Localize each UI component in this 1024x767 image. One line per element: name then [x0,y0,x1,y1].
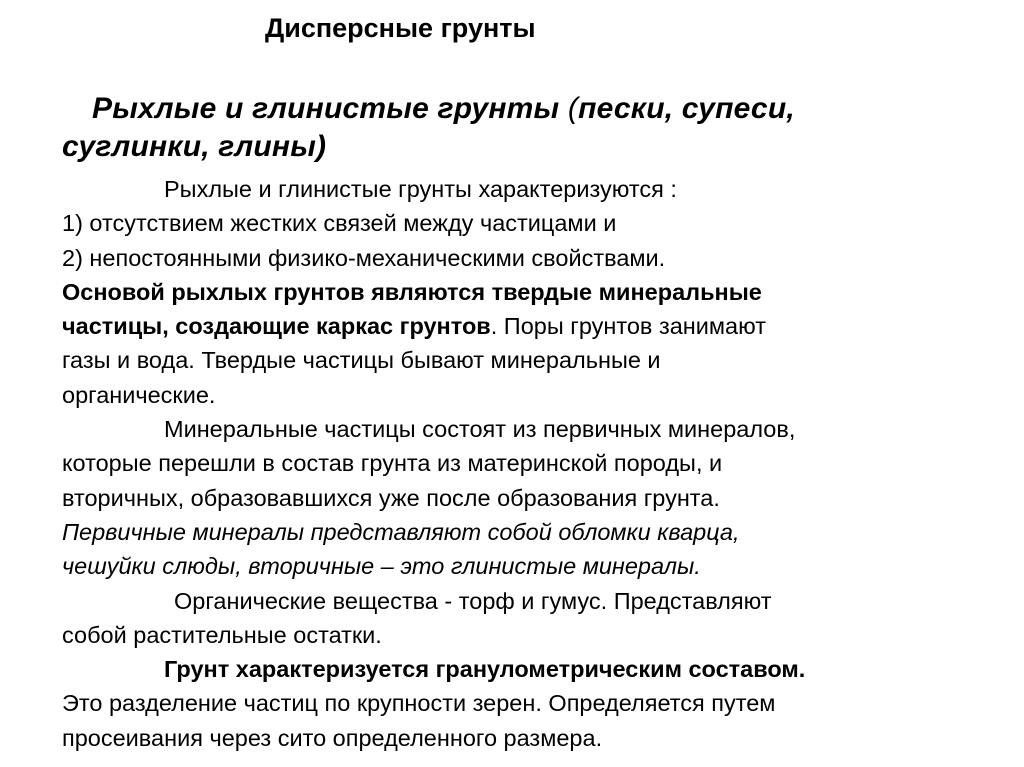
subtitle-part-1: Рыхлые и глинистые грунты [92,92,568,125]
body-line: чешуйки слюды, вторичные – это глинистые минералы. [62,553,701,580]
subtitle-line-2: суглинки, глины) [62,130,327,163]
body-line: Это разделение частиц по крупности зерен. Определяется путем [62,690,776,717]
body-line: газы и вода. Твердые частицы бывают минеральные и [62,347,661,374]
body-fragment: . Поры грунтов занимают [490,313,766,340]
body-line: органические. [62,381,216,408]
body-bold-fragment: частицы, создающие каркас грунтов [62,313,491,340]
subtitle-paren: ( [567,92,579,125]
body-line: Грунт характеризуется гранулометрическим составом. [164,656,806,683]
slide-body [62,172,992,755]
subtitle-line-1 [62,90,962,128]
body-line: вторичных, образовавшихся уже после образования грунта. [62,484,720,511]
body-line: 2) непостоянными физико-механическими свойствами. [62,244,666,271]
body-line: просеивания через сито определенного размера. [62,724,603,751]
slide-title: Дисперсные грунты [265,13,536,43]
body-line: Первичные минералы представляют собой обломки кварца, [62,518,740,545]
body-line [62,309,992,343]
body-line: Органические вещества - торф и гумус. Представляют [174,587,772,614]
body-line: которые перешли в состав грунта из материнской породы, и [62,450,723,477]
body-line: 1) отсутствием жестких связей между частицами и [62,210,617,237]
body-line: Рыхлые и глинистые грунты характеризуются : [164,176,677,202]
body-line: Основой рыхлых грунтов являются твердые минеральные [62,278,762,305]
subtitle-part-2: пески, супеси, [578,92,795,125]
slide-subtitle [62,90,962,166]
body-line: Минеральные частицы состоят из первичных минералов, [164,416,796,443]
body-line: собой растительные остатки. [62,621,382,648]
